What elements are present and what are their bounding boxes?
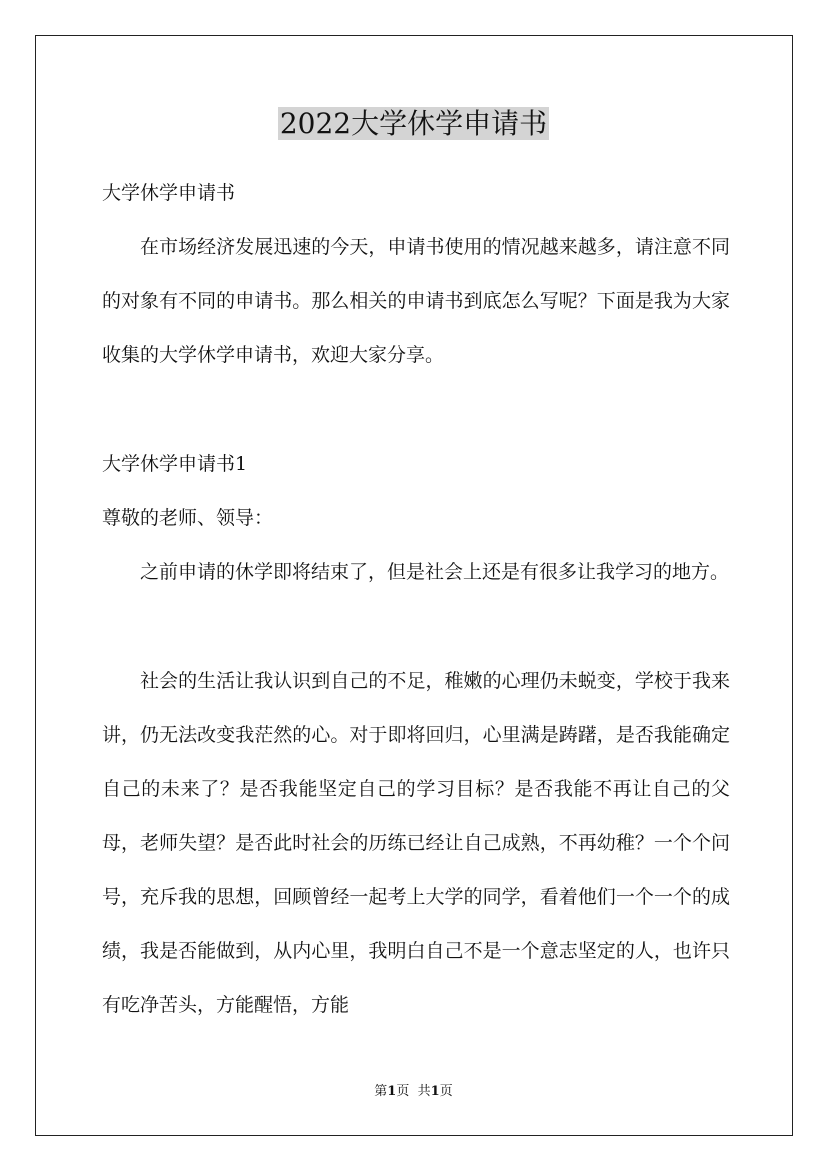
total-pages: 1 [430,1084,440,1099]
intro-paragraph: 在市场经济发展迅速的今天，申请书使用的情况越来越多，请注意不同的对象有不同的申请书。那么相关的申请书到底怎么写呢？下面是我为大家收集的大学休学申请书，欢迎大家分享。 [102,236,730,366]
paragraph-2: 社会的生活让我认识到自己的不足，稚嫩的心理仍未蜕变，学校于我来讲，仍无法改变我茫然的心。对于即将回归，心里满是踌躇，是否我能确定自己的未来了？是否我能坚定自己的学习目标？是否我能不再让自己的父母，老师失望？是否此时社会的历练已经让自己成熟，不再幼稚？一个个问号，充斥我的思想，回顾曾经一起考上大学的同学，看着他们一个一个的成绩，我是否能做到，从内心里，我明白自己不是一个意志坚定的人，也许只有吃净苦头，方能醒悟，方能 [102,670,730,1016]
document-title-text: 2022大学休学申请书 [279,107,548,140]
page-footer [0,1082,827,1102]
section-heading: 大学休学申请书1 [102,453,248,475]
document-title [0,104,827,144]
paragraph-1: 之前申请的休学即将结束了，但是社会上还是有很多让我学习的地方。 [140,561,730,583]
page-suffix: 页 [396,1084,410,1099]
page-number: 1 [387,1084,397,1099]
salutation: 尊敬的老师、领导： [102,507,274,529]
page-prefix: 第 [374,1084,388,1099]
total-suffix: 页 [439,1084,453,1099]
total-prefix: 共 [417,1084,431,1099]
document-subtitle: 大学休学申请书 [102,182,236,204]
